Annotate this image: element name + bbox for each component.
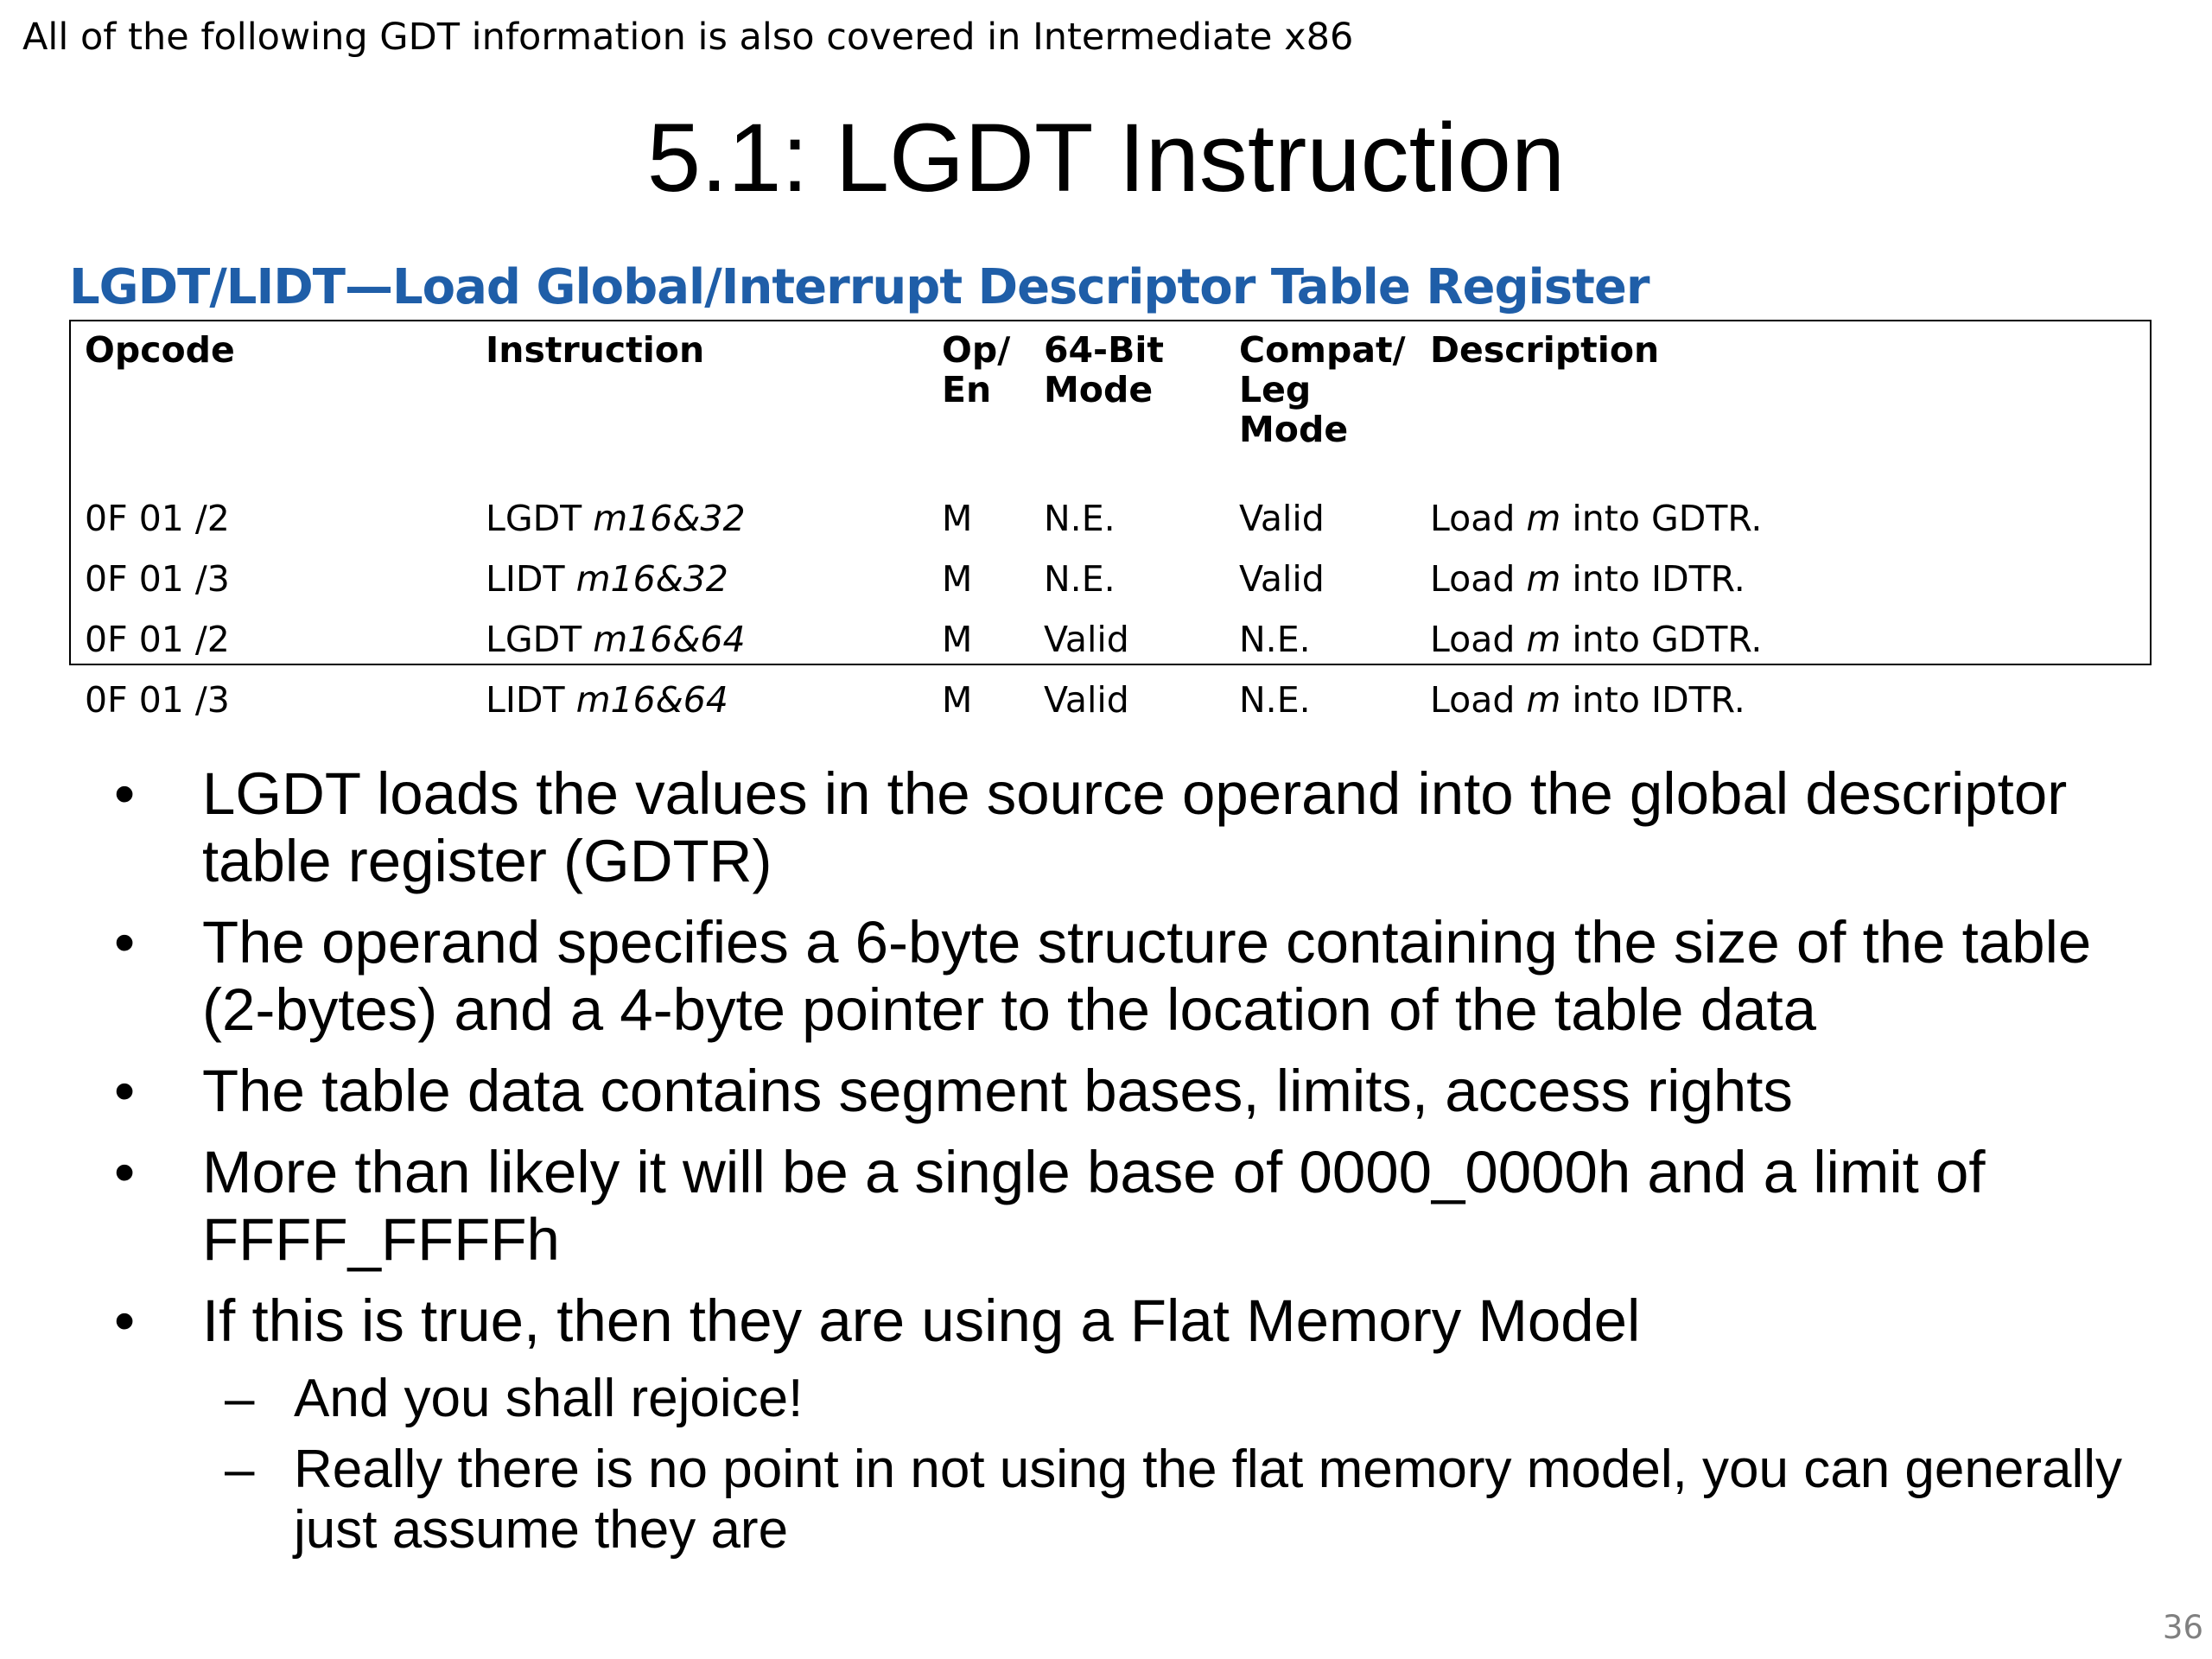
sub-bullet-list xyxy=(221,1369,2167,1560)
cell-op-en: M xyxy=(942,498,973,539)
cell-instruction: LIDT m16&32 xyxy=(486,558,728,600)
sub-bullet-item xyxy=(221,1369,2167,1429)
bullet-text: The table data contains segment bases, limits, access rights xyxy=(202,1058,1793,1124)
cell-64bit-mode: Valid xyxy=(1044,619,1129,660)
instruction-table xyxy=(85,330,2035,721)
header-description: Description xyxy=(1430,329,1660,371)
page-number: 36 xyxy=(2162,1609,2203,1646)
cell-64bit-mode: N.E. xyxy=(1044,498,1116,539)
bullet-item xyxy=(111,760,2167,895)
cell-opcode: 0F 01 /3 xyxy=(85,558,230,600)
bullet-marker: • xyxy=(114,1287,136,1354)
sub-bullet-marker: – xyxy=(225,1440,255,1499)
header-compat-mode: Compat/ Leg Mode xyxy=(1239,329,1406,450)
cell-64bit-mode: Valid xyxy=(1044,679,1129,721)
header-op-en: Op/ En xyxy=(942,329,1011,410)
sub-bullet-marker: – xyxy=(225,1369,255,1428)
bullet-marker: • xyxy=(114,1058,136,1124)
sub-bullet-text: Really there is no point in not using the flat memory model, you can generally just assume they are xyxy=(294,1440,2123,1560)
cell-instruction: LGDT m16&32 xyxy=(486,498,746,539)
cell-op-en: M xyxy=(942,558,973,600)
bullet-text: More than likely it will be a single base of 0000_0000h and a limit of FFFF_FFFFh xyxy=(202,1139,1986,1273)
header-instruction: Instruction xyxy=(486,329,705,371)
course-note: All of the following GDT information is also covered in Intermediate x86 xyxy=(22,16,1354,59)
bullet-marker: • xyxy=(114,760,136,827)
bullet-list xyxy=(111,760,2167,1571)
bullet-text: LGDT loads the values in the source operand into the global descriptor table register (GDTR) xyxy=(202,760,2068,894)
cell-description: Load m into IDTR. xyxy=(1430,679,1745,721)
cell-compat-mode: Valid xyxy=(1239,558,1325,600)
bullet-text: The operand specifies a 6-byte structure containing the size of the table (2-bytes) and a 4-byte pointer to the location of the table data xyxy=(202,909,2092,1043)
bullet-item xyxy=(111,1139,2167,1274)
instruction-table-frame xyxy=(69,320,2152,721)
cell-64bit-mode: N.E. xyxy=(1044,558,1116,600)
cell-op-en: M xyxy=(942,619,973,660)
cell-description: Load m into GDTR. xyxy=(1430,498,1763,539)
cell-opcode: 0F 01 /3 xyxy=(85,679,230,721)
cell-opcode: 0F 01 /2 xyxy=(85,498,230,539)
bullet-item xyxy=(111,1287,2167,1355)
table-row xyxy=(85,539,2035,600)
header-opcode: Opcode xyxy=(85,329,235,371)
cell-instruction: LIDT m16&64 xyxy=(486,679,728,721)
table-heading: LGDT/LIDT—Load Global/Interrupt Descriptor Table Register xyxy=(69,259,1649,315)
cell-compat-mode: Valid xyxy=(1239,498,1325,539)
cell-description: Load m into IDTR. xyxy=(1430,558,1745,600)
bullet-marker: • xyxy=(114,909,136,976)
cell-opcode: 0F 01 /2 xyxy=(85,619,230,660)
table-row xyxy=(85,660,2035,721)
table-row xyxy=(85,600,2035,660)
header-64bit-mode: 64-Bit Mode xyxy=(1044,329,1164,410)
cell-op-en: M xyxy=(942,679,973,721)
cell-compat-mode: N.E. xyxy=(1239,619,1311,660)
bullet-text: If this is true, then they are using a Flat Memory Model xyxy=(202,1287,1641,1354)
table-header-row xyxy=(85,330,2035,449)
cell-instruction: LGDT m16&64 xyxy=(486,619,746,660)
cell-compat-mode: N.E. xyxy=(1239,679,1311,721)
sub-bullet-text: And you shall rejoice! xyxy=(294,1369,804,1428)
bullet-item xyxy=(111,1058,2167,1125)
bullet-marker: • xyxy=(114,1139,136,1205)
sub-bullet-item xyxy=(221,1440,2167,1560)
table-row xyxy=(85,449,2035,539)
bullet-item xyxy=(111,909,2167,1044)
cell-description: Load m into GDTR. xyxy=(1430,619,1763,660)
slide-title: 5.1: LGDT Instruction xyxy=(646,104,1566,212)
